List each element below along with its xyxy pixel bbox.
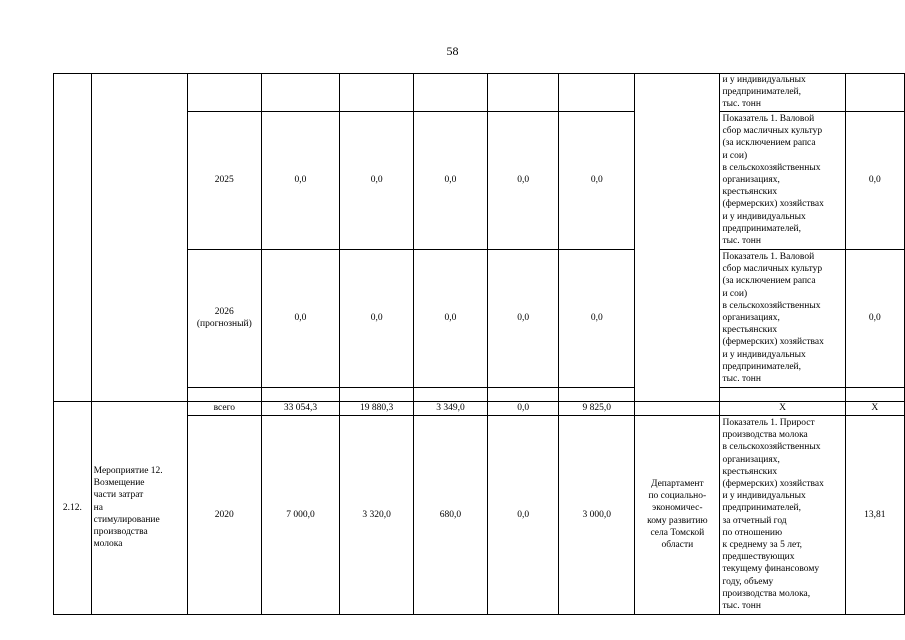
value-cell: 0,0 xyxy=(487,415,559,614)
number-cell xyxy=(54,74,92,402)
department-cell: Департамент по социально- экономичес- кому развитию села Томской области xyxy=(635,415,720,614)
value-cell xyxy=(487,74,559,112)
table-row xyxy=(54,401,905,415)
department-cell xyxy=(635,74,720,402)
value-cell xyxy=(414,74,488,112)
indicator-value-cell: 0,0 xyxy=(845,249,904,387)
measure-cell xyxy=(91,74,187,402)
value-cell: 9 825,0 xyxy=(559,401,635,415)
page-number: 58 xyxy=(446,44,459,58)
value-cell: 0,0 xyxy=(559,249,635,387)
value-cell xyxy=(261,74,340,112)
value-cell: 7 000,0 xyxy=(261,415,340,614)
value-cell: 19 880,3 xyxy=(340,401,414,415)
indicator-value-cell: 0,0 xyxy=(845,111,904,249)
year-cell: 2020 xyxy=(187,415,261,614)
year-cell: 2025 xyxy=(187,111,261,249)
value-cell: 0,0 xyxy=(414,111,488,249)
indicator-value-cell: X xyxy=(845,401,904,415)
indicator-value-cell xyxy=(845,74,904,112)
table-row xyxy=(54,74,905,112)
value-cell: 0,0 xyxy=(487,249,559,387)
value-cell: 0,0 xyxy=(414,249,488,387)
year-cell xyxy=(187,74,261,112)
indicator-cell: Показатель 1. Валовой сбор масличных культур (за исключением рапса и сои) в сельскохозяйственных организациях, крестьянских (фермерских) хозяйствах и у индивидуальных предпринимателей, тыс. тонн xyxy=(720,111,845,249)
value-cell: 0,0 xyxy=(261,111,340,249)
value-cell: 33 054,3 xyxy=(261,401,340,415)
value-cell: 0,0 xyxy=(340,111,414,249)
total-label-cell: всего xyxy=(187,401,261,415)
value-cell: 3 000,0 xyxy=(559,415,635,614)
value-cell: 680,0 xyxy=(414,415,488,614)
indicator-cell: и у индивидуальных предпринимателей, тыс. тонн xyxy=(720,74,845,112)
value-cell xyxy=(340,74,414,112)
indicator-cell: X xyxy=(720,401,845,415)
program-table xyxy=(53,73,905,615)
number-cell: 2.12. xyxy=(54,401,92,614)
value-cell: 0,0 xyxy=(487,111,559,249)
indicator-cell: Показатель 1. Прирост производства молока в сельскохозяйственных организациях, крестьянских (фермерских) хозяйствах и у индивидуальных предпринимателей, за отчетный год по отношению к среднему за 5 лет, предшествующих текущему финансовому году, объему производства молока, тыс. тонн xyxy=(720,415,845,614)
value-cell xyxy=(559,74,635,112)
value-cell: 0,0 xyxy=(340,249,414,387)
value-cell: 0,0 xyxy=(559,111,635,249)
value-cell: 3 320,0 xyxy=(340,415,414,614)
year-cell: 2026 (прогнозный) xyxy=(187,249,261,387)
value-cell: 0,0 xyxy=(261,249,340,387)
value-cell: 0,0 xyxy=(487,401,559,415)
measure-cell: Мероприятие 12. Возмещение части затрат на стимулирование производства молока xyxy=(91,401,187,614)
indicator-cell: Показатель 1. Валовой сбор масличных культур (за исключением рапса и сои) в сельскохозяйственных организациях, крестьянских (фермерских) хозяйствах и у индивидуальных предпринимателей, тыс. тонн xyxy=(720,249,845,387)
value-cell: 3 349,0 xyxy=(414,401,488,415)
indicator-value-cell: 13,81 xyxy=(845,415,904,614)
department-cell xyxy=(635,401,720,415)
